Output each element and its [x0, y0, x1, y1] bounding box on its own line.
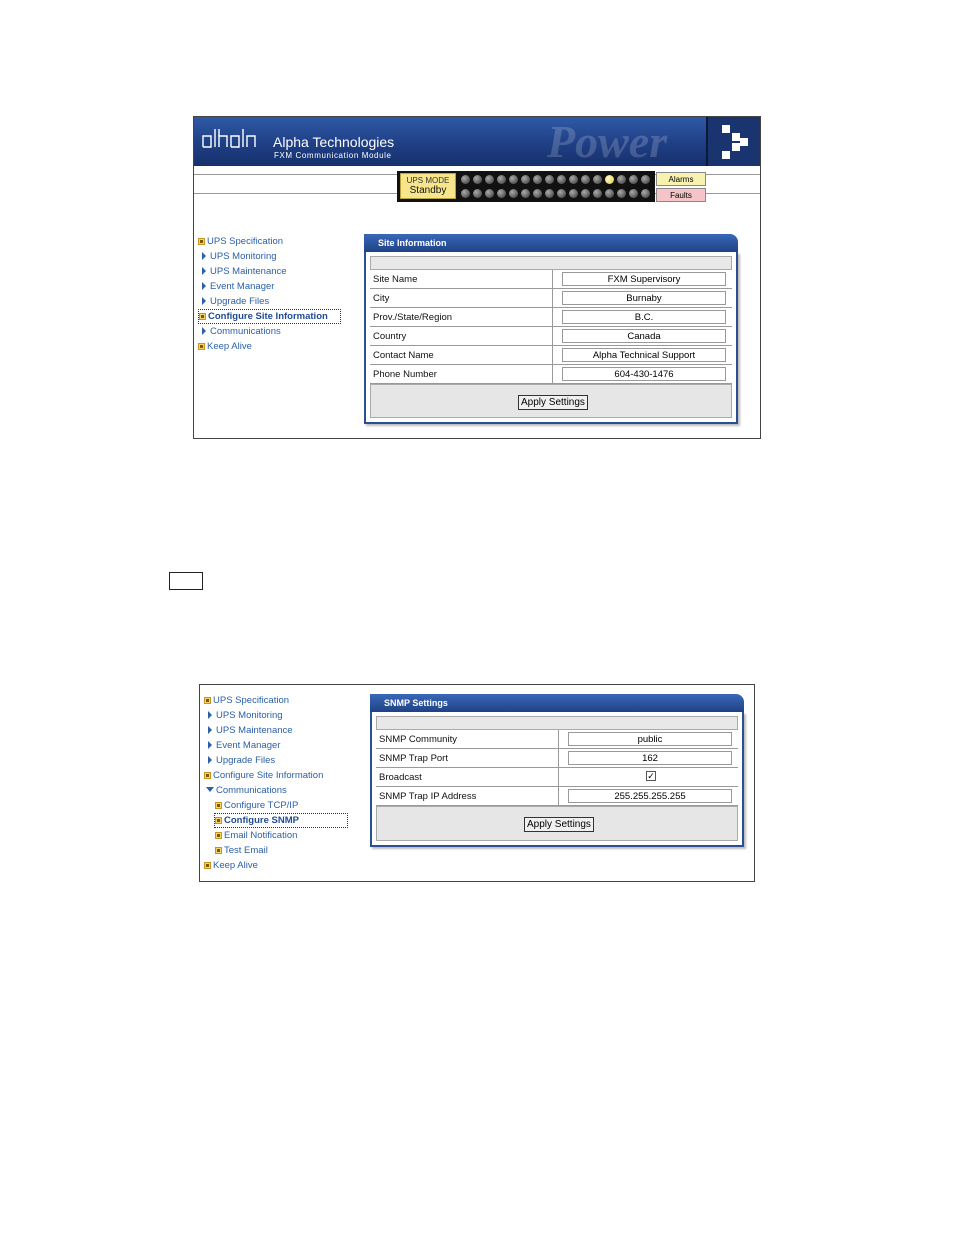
status-led: [485, 189, 494, 198]
alpha-logo-icon: [202, 126, 264, 150]
arrow-right-icon: [202, 282, 206, 290]
box-icon: [204, 862, 211, 869]
app-header: [194, 117, 760, 166]
status-led: [473, 175, 482, 184]
country-label: Country: [373, 331, 407, 342]
box-icon: [198, 238, 205, 245]
status-led: [557, 175, 566, 184]
city-input[interactable]: [562, 291, 726, 305]
status-led: [629, 175, 638, 184]
status-led: [617, 175, 626, 184]
status-led: [497, 175, 506, 184]
status-led: [533, 175, 542, 184]
snmp-settings-screenshot: [199, 684, 755, 882]
arrow-right-icon: [208, 756, 212, 764]
status-led: [521, 189, 530, 198]
country-input[interactable]: [562, 329, 726, 343]
snmp-community-row: [376, 730, 738, 749]
site-information-screenshot: [193, 116, 761, 439]
nav-configure-snmp[interactable]: Configure SNMP: [214, 813, 348, 828]
contact-name-input[interactable]: [562, 348, 726, 362]
status-led: [461, 189, 470, 198]
nav-email-notification[interactable]: Email Notification: [215, 829, 297, 842]
nav-test-email[interactable]: Test Email: [215, 844, 268, 857]
status-led: [533, 189, 542, 198]
nav-configure-site-information[interactable]: Configure Site Information: [204, 769, 323, 782]
nav-configure-site-information[interactable]: Configure Site Information: [198, 309, 341, 324]
contact-name-label: Contact Name: [373, 350, 434, 361]
power-watermark: Power: [547, 116, 668, 167]
snmp-settings-panel: [370, 698, 744, 847]
box-icon: [199, 313, 206, 320]
status-led: [605, 175, 614, 184]
arrow-right-icon: [208, 726, 212, 734]
status-led: [581, 189, 590, 198]
arrow-down-icon: [206, 787, 214, 792]
box-icon: [215, 802, 222, 809]
status-led: [605, 189, 614, 198]
box-icon: [215, 832, 222, 839]
broadcast-checkbox[interactable]: ✓: [647, 771, 655, 781]
status-led: [629, 189, 638, 198]
status-led: [593, 189, 602, 198]
ups-mode-label: UPS MODE: [406, 176, 450, 185]
snmp-trap-ip-input[interactable]: [568, 789, 732, 803]
status-led: [545, 175, 554, 184]
faults-button[interactable]: Faults: [656, 188, 706, 202]
region-row: [370, 308, 732, 327]
snmp-community-input[interactable]: [568, 732, 732, 746]
arrow-right-icon: [202, 267, 206, 275]
note-box: [169, 572, 203, 590]
nav-upgrade-files[interactable]: Upgrade Files: [198, 295, 269, 308]
region-input[interactable]: [562, 310, 726, 324]
status-led: [641, 175, 650, 184]
status-led: [641, 189, 650, 198]
status-led: [569, 189, 578, 198]
snmp-community-label: SNMP Community: [379, 734, 457, 745]
status-led: [473, 189, 482, 198]
status-led: [521, 175, 530, 184]
box-icon: [198, 343, 205, 350]
box-icon: [215, 847, 222, 854]
nav-ups-maintenance[interactable]: UPS Maintenance: [204, 724, 293, 737]
arrow-right-icon: [202, 327, 206, 335]
arrow-right-icon: [202, 252, 206, 260]
status-bar: [194, 168, 760, 203]
site-name-input[interactable]: [562, 272, 726, 286]
status-panel: [397, 171, 655, 202]
contact-name-row: [370, 346, 732, 365]
box-icon: [215, 817, 222, 824]
snmp-panel-footer: [376, 806, 738, 841]
site-name-row: [370, 270, 732, 289]
site-information-panel: [364, 238, 738, 424]
box-icon: [204, 697, 211, 704]
city-row: [370, 289, 732, 308]
alarms-button[interactable]: Alarms: [656, 172, 706, 186]
nav-ups-specification[interactable]: UPS Specification: [198, 235, 283, 248]
nav-ups-specification[interactable]: UPS Specification: [204, 694, 289, 707]
status-led: [557, 189, 566, 198]
snmp-trap-ip-row: [376, 787, 738, 806]
broadcast-row: [376, 768, 738, 787]
site-name-label: Site Name: [373, 274, 418, 285]
status-led: [617, 189, 626, 198]
nav-ups-monitoring[interactable]: UPS Monitoring: [204, 709, 283, 722]
brand-title: Alpha Technologies: [273, 134, 395, 150]
phone-number-row: [370, 365, 732, 384]
snmp-trap-port-row: [376, 749, 738, 768]
nav-ups-monitoring[interactable]: UPS Monitoring: [198, 250, 277, 263]
nav-communications[interactable]: Communications: [204, 784, 287, 797]
module-subtitle: FXM Communication Module: [274, 151, 392, 160]
arrow-right-icon: [208, 711, 212, 719]
phone-number-input[interactable]: [562, 367, 726, 381]
site-information-title: Site Information: [364, 234, 738, 252]
box-icon: [204, 772, 211, 779]
snmp-trap-port-label: SNMP Trap Port: [379, 753, 448, 764]
snmp-trap-ip-label: SNMP Trap IP Address: [379, 791, 477, 802]
country-row: [370, 327, 732, 346]
ups-mode-value: Standby: [409, 185, 447, 196]
broadcast-label: Broadcast: [379, 772, 422, 783]
status-led: [497, 189, 506, 198]
status-led: [545, 189, 554, 198]
header-emblem: [706, 117, 760, 166]
status-led: [593, 175, 602, 184]
site-panel-footer: [370, 384, 732, 418]
ups-mode-indicator: [400, 173, 456, 199]
nav-ups-maintenance[interactable]: UPS Maintenance: [198, 265, 287, 278]
apply-settings-button[interactable]: Apply Settings: [524, 817, 594, 832]
phone-number-label: Phone Number: [373, 369, 437, 380]
nav-configure-tcpip[interactable]: Configure TCP/IP: [215, 799, 298, 812]
status-led: [581, 175, 590, 184]
arrow-right-icon: [202, 297, 206, 305]
nav-event-manager[interactable]: Event Manager: [204, 739, 280, 752]
status-led: [569, 175, 578, 184]
snmp-trap-port-input[interactable]: [568, 751, 732, 765]
nav-event-manager[interactable]: Event Manager: [198, 280, 274, 293]
arrow-right-icon: [208, 741, 212, 749]
nav-upgrade-files[interactable]: Upgrade Files: [204, 754, 275, 767]
status-led: [509, 175, 518, 184]
led-array: [461, 174, 653, 200]
region-label: Prov./State/Region: [373, 312, 453, 323]
apply-settings-button[interactable]: Apply Settings: [518, 395, 588, 410]
status-led: [509, 189, 518, 198]
snmp-settings-title: SNMP Settings: [370, 694, 744, 712]
status-led: [461, 175, 470, 184]
city-label: City: [373, 293, 390, 304]
nav-keep-alive[interactable]: Keep Alive: [204, 859, 258, 872]
chevron-logo-icon: [722, 125, 750, 159]
nav-communications[interactable]: Communications: [198, 325, 281, 338]
nav-keep-alive[interactable]: Keep Alive: [198, 340, 252, 353]
status-led: [485, 175, 494, 184]
